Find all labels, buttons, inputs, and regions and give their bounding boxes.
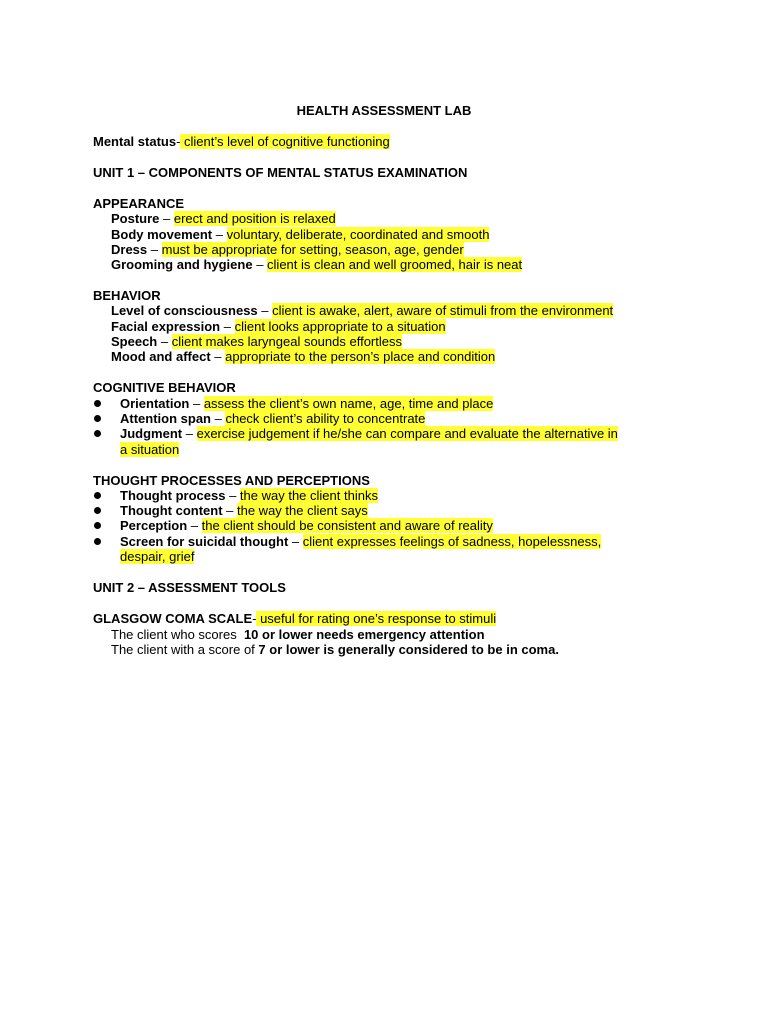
- item-label: Body movement: [111, 227, 213, 242]
- item-sep: –: [147, 242, 162, 257]
- bullet-icon: [94, 492, 101, 499]
- appearance-item-dress: [111, 242, 464, 257]
- gcs-line: [93, 611, 496, 626]
- item-def: exercise judgement if he/she can compare and evaluate the alternative in: [196, 426, 618, 441]
- cognitive-item-judgment: [120, 426, 618, 441]
- bullet-icon: [94, 400, 101, 407]
- bullet-icon: [94, 538, 101, 545]
- thought-item-suicidal-cont: [120, 549, 194, 564]
- item-def: client looks appropriate to a situation: [234, 319, 446, 334]
- item-label: Perception: [120, 518, 188, 533]
- gcs-note-1: [111, 627, 485, 642]
- item-label: Judgment: [120, 426, 183, 441]
- item-label: Grooming and hygiene: [111, 257, 253, 272]
- item-def: client is clean and well groomed, hair is neat: [267, 257, 523, 272]
- appearance-item-posture: [111, 211, 336, 226]
- item-sep: –: [252, 257, 268, 272]
- item-sep: –: [211, 411, 226, 426]
- gcs-note-2-bold: 7 or lower is generally considered to be in coma.: [258, 642, 559, 657]
- cognitive-item-judgment-cont: [120, 442, 179, 457]
- item-label: Level of consciousness: [111, 303, 258, 318]
- item-def-cont: a situation: [120, 442, 180, 457]
- thought-item-content: [120, 503, 368, 518]
- item-label: Thought content: [120, 503, 223, 518]
- gcs-def: useful for rating one’s response to stimuli: [256, 611, 497, 626]
- item-def: client expresses feelings of sadness, hopelessness,: [302, 534, 602, 549]
- mental-status-line: [93, 134, 390, 149]
- appearance-item-grooming: [111, 257, 522, 272]
- item-def: check client’s ability to concentrate: [225, 411, 426, 426]
- gcs-note-2: [111, 642, 559, 657]
- appearance-item-body-movement: [111, 227, 489, 242]
- gcs-note-2-plain: The client with a score of: [111, 642, 259, 657]
- item-label: Speech: [111, 334, 158, 349]
- item-label: Mood and affect: [111, 349, 211, 364]
- item-def: client is awake, alert, aware of stimuli from the environment: [272, 303, 614, 318]
- gcs-note-1-bold: 10 or lower needs emergency attention: [243, 627, 485, 642]
- item-label: Posture: [111, 211, 160, 226]
- item-def: appropriate to the person’s place and condition: [225, 349, 496, 364]
- item-def: assess the client’s own name, age, time and place: [203, 396, 494, 411]
- gcs-note-1-plain: The client who scores: [111, 627, 244, 642]
- behavior-item-facial-expression: [111, 319, 446, 334]
- item-def: erect and position is relaxed: [173, 211, 336, 226]
- gcs-sep: -: [252, 611, 257, 626]
- item-sep: –: [288, 534, 303, 549]
- appearance-heading: APPEARANCE: [93, 196, 185, 211]
- item-def: client makes laryngeal sounds effortless: [171, 334, 402, 349]
- behavior-item-speech: [111, 334, 402, 349]
- item-def: voluntary, deliberate, coordinated and smooth: [226, 227, 490, 242]
- item-sep: –: [189, 396, 204, 411]
- item-label: Dress: [111, 242, 148, 257]
- item-def: must be appropriate for setting, season, age, gender: [161, 242, 464, 257]
- item-sep: –: [187, 518, 202, 533]
- thought-heading: THOUGHT PROCESSES AND PERCEPTIONS: [93, 473, 370, 488]
- item-sep: –: [159, 211, 174, 226]
- item-sep: –: [257, 303, 273, 318]
- item-label: Screen for suicidal thought: [120, 534, 289, 549]
- bullet-icon: [94, 415, 101, 422]
- item-sep: –: [222, 503, 237, 518]
- item-sep: –: [212, 227, 227, 242]
- unit1-heading: UNIT 1 – COMPONENTS OF MENTAL STATUS EXAMINATION: [93, 165, 468, 180]
- mental-status-def: client’s level of cognitive functioning: [180, 134, 390, 149]
- bullet-icon: [94, 430, 101, 437]
- gcs-label: GLASGOW COMA SCALE: [93, 611, 253, 626]
- item-sep: –: [182, 426, 197, 441]
- bullet-icon: [94, 522, 101, 529]
- item-def: the way the client says: [237, 503, 368, 518]
- thought-item-perception: [120, 518, 493, 533]
- item-def: the way the client thinks: [239, 488, 378, 503]
- behavior-item-mood: [111, 349, 495, 364]
- cognitive-heading: COGNITIVE BEHAVIOR: [93, 380, 236, 395]
- behavior-item-consciousness: [111, 303, 613, 318]
- item-sep: –: [225, 488, 240, 503]
- doc-title: HEALTH ASSESSMENT LAB: [296, 103, 472, 118]
- unit2-heading: UNIT 2 – ASSESSMENT TOOLS: [93, 580, 286, 595]
- cognitive-item-orientation: [120, 396, 493, 411]
- item-label: Orientation: [120, 396, 190, 411]
- thought-item-suicidal: [120, 534, 601, 549]
- item-sep: –: [210, 349, 226, 364]
- item-def-cont: despair, grief: [120, 549, 195, 564]
- thought-item-process: [120, 488, 378, 503]
- item-label: Attention span: [120, 411, 211, 426]
- mental-status-label: Mental status: [93, 134, 177, 149]
- item-sep: –: [157, 334, 172, 349]
- mental-status-sep: -: [176, 134, 181, 149]
- item-def: the client should be consistent and aware of reality: [201, 518, 493, 533]
- bullet-icon: [94, 507, 101, 514]
- item-label: Thought process: [120, 488, 226, 503]
- item-sep: –: [220, 319, 235, 334]
- cognitive-item-attention-span: [120, 411, 425, 426]
- item-label: Facial expression: [111, 319, 221, 334]
- behavior-heading: BEHAVIOR: [93, 288, 161, 303]
